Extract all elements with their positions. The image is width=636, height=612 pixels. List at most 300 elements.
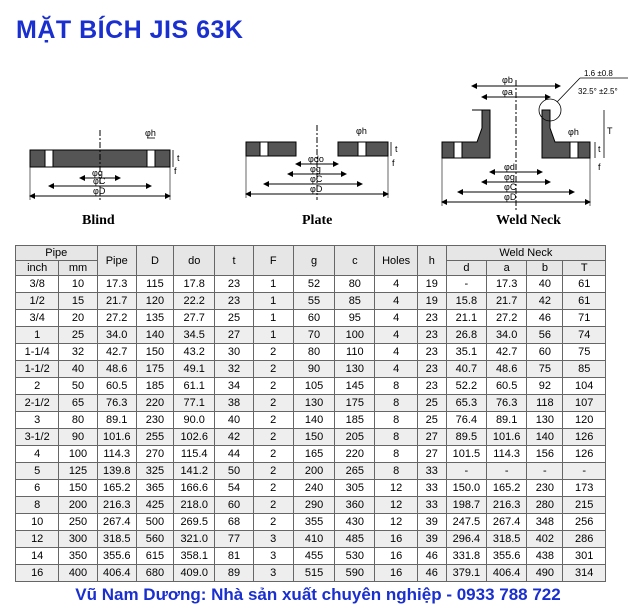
table-cell: 300 (59, 531, 97, 548)
table-cell: 230 (136, 412, 173, 429)
table-cell: 101.5 (446, 446, 486, 463)
weld-neck-caption: Weld Neck (496, 213, 561, 228)
table-row (16, 463, 606, 480)
table-cell: 301 (563, 548, 606, 565)
table-cell: 16 (375, 531, 417, 548)
table-cell: 60 (527, 344, 563, 361)
table-cell: 25 (417, 412, 446, 429)
header-T: T (563, 261, 606, 276)
table-cell: 4 (375, 361, 417, 378)
table-row (16, 429, 606, 446)
header-g: g (293, 246, 334, 276)
table-cell: 150.0 (446, 480, 486, 497)
table-cell: 305 (335, 480, 375, 497)
table-cell: 490 (527, 565, 563, 582)
header-pipe-group: Pipe (16, 246, 98, 261)
table-row (16, 395, 606, 412)
table-cell: 3/4 (16, 310, 59, 327)
table-cell: 105 (293, 378, 334, 395)
table-cell: 115.4 (174, 446, 215, 463)
table-cell: 32 (215, 361, 253, 378)
table-cell: 77.1 (174, 395, 215, 412)
table-cell: 215 (563, 497, 606, 514)
table-cell: 166.6 (174, 480, 215, 497)
table-cell: 318.5 (97, 531, 136, 548)
table-cell: 220 (335, 446, 375, 463)
table-cell: 16 (375, 548, 417, 565)
table-cell: 27.2 (487, 310, 527, 327)
table-cell: 2 (253, 344, 293, 361)
table-cell: 2 (253, 446, 293, 463)
header-pipe: Pipe (97, 246, 136, 276)
weld-label-angle: 32.5° ±2.5° (578, 87, 618, 96)
table-cell: 71 (563, 310, 606, 327)
table-cell: 296.4 (446, 531, 486, 548)
table-cell: 77 (215, 531, 253, 548)
table-cell: 355.6 (487, 548, 527, 565)
table-cell: 74 (563, 327, 606, 344)
table-cell: 107 (563, 395, 606, 412)
table-cell: 40 (59, 361, 97, 378)
table-cell: 23 (417, 361, 446, 378)
header-F: F (253, 246, 293, 276)
table-cell: 130 (527, 412, 563, 429)
table-cell: 406.4 (487, 565, 527, 582)
weld-neck-flange-drawing (432, 70, 632, 215)
table-cell: 15 (59, 293, 97, 310)
table-cell: 290 (293, 497, 334, 514)
table-cell: 49.1 (174, 361, 215, 378)
plate-label-h: φh (356, 126, 367, 136)
table-cell: 85 (335, 293, 375, 310)
table-cell: 247.5 (446, 514, 486, 531)
table-cell: 2 (253, 361, 293, 378)
plate-label-d: φD (310, 184, 323, 194)
table-cell: 85 (563, 361, 606, 378)
table-row (16, 276, 606, 293)
table-cell: 220 (136, 395, 173, 412)
table-cell: 318.5 (487, 531, 527, 548)
table-cell: 118 (527, 395, 563, 412)
table-cell: 250 (59, 514, 97, 531)
table-cell: 379.1 (446, 565, 486, 582)
table-cell: 89.1 (97, 412, 136, 429)
table-cell: 27.2 (97, 310, 136, 327)
blind-label-h: φh (145, 128, 156, 138)
table-cell: 89.1 (487, 412, 527, 429)
table-cell: 48.6 (487, 361, 527, 378)
table-cell: 5 (16, 463, 59, 480)
table-cell: 6 (16, 480, 59, 497)
table-cell: 40.7 (446, 361, 486, 378)
table-cell: 19 (417, 276, 446, 293)
table-cell: 4 (375, 310, 417, 327)
table-cell: 23 (417, 310, 446, 327)
header-d: d (446, 261, 486, 276)
table-cell: 325 (136, 463, 173, 480)
table-cell: 515 (293, 565, 334, 582)
blind-label-d: φD (93, 186, 106, 196)
table-row (16, 310, 606, 327)
table-cell: 23 (417, 327, 446, 344)
table-cell: 139.8 (97, 463, 136, 480)
table-cell: 216.3 (487, 497, 527, 514)
table-cell: 25 (59, 327, 97, 344)
table-cell: 114.3 (97, 446, 136, 463)
table-cell: 2 (16, 378, 59, 395)
plate-label-c: φC (310, 174, 323, 184)
table-cell: 34.0 (487, 327, 527, 344)
table-cell: 27 (417, 429, 446, 446)
table-cell: 185 (335, 412, 375, 429)
table-cell: 80 (293, 344, 334, 361)
table-cell: 2 (253, 514, 293, 531)
table-cell: 4 (16, 446, 59, 463)
table-cell: 141.2 (174, 463, 215, 480)
table-row (16, 531, 606, 548)
table-cell: 115 (136, 276, 173, 293)
table-cell: 265 (335, 463, 375, 480)
table-cell: 2 (253, 378, 293, 395)
table-cell: 25 (417, 395, 446, 412)
table-cell: 44 (215, 446, 253, 463)
table-cell: 75 (527, 361, 563, 378)
table-cell: 30 (215, 344, 253, 361)
table-cell: 40 (527, 276, 563, 293)
table-cell: 32 (59, 344, 97, 361)
weld-label-d: φd (504, 162, 515, 172)
table-cell: 321.0 (174, 531, 215, 548)
table-cell: 15.8 (446, 293, 486, 310)
table-cell: 156 (527, 446, 563, 463)
table-cell: 10 (16, 514, 59, 531)
plate-caption: Plate (302, 213, 333, 228)
table-cell: 216.3 (97, 497, 136, 514)
table-cell: 14 (16, 548, 59, 565)
table-cell: 27 (417, 446, 446, 463)
plate-label-do: φdo (308, 154, 324, 164)
weld-label-chamfer: 1.6 ±0.8 (584, 70, 613, 78)
table-cell: 4 (375, 344, 417, 361)
weld-label-h: φh (568, 127, 579, 137)
table-row (16, 327, 606, 344)
header-do: do (174, 246, 215, 276)
table-cell: 1 (253, 276, 293, 293)
table-cell: 46 (527, 310, 563, 327)
table-cell: 90 (59, 429, 97, 446)
table-cell: 4 (375, 293, 417, 310)
table-cell: 65 (59, 395, 97, 412)
table-cell: 126 (563, 429, 606, 446)
table-cell: 101.6 (97, 429, 136, 446)
table-cell: 125 (59, 463, 97, 480)
table-cell: 65.3 (446, 395, 486, 412)
table-row (16, 361, 606, 378)
table-cell: 52.2 (446, 378, 486, 395)
table-cell: 355 (293, 514, 334, 531)
table-cell: 185 (136, 378, 173, 395)
table-cell: 110 (335, 344, 375, 361)
table-cell: 270 (136, 446, 173, 463)
table-cell: 17.3 (97, 276, 136, 293)
table-cell: 438 (527, 548, 563, 565)
table-cell: 40 (215, 412, 253, 429)
table-cell: 100 (59, 446, 97, 463)
table-cell: 52 (293, 276, 334, 293)
weld-label-c: φC (504, 182, 517, 192)
table-cell: 95 (335, 310, 375, 327)
table-cell: 267.4 (97, 514, 136, 531)
table-cell: 120 (563, 412, 606, 429)
table-cell: 2 (253, 429, 293, 446)
table-cell: 590 (335, 565, 375, 582)
weld-label-t: t (598, 144, 601, 154)
blind-label-c: φC (93, 176, 106, 186)
weld-label-a: φa (502, 87, 513, 97)
table-cell: 3 (253, 565, 293, 582)
table-cell: 269.5 (174, 514, 215, 531)
table-cell: 54 (215, 480, 253, 497)
table-cell: - (527, 463, 563, 480)
table-cell: 355.6 (97, 548, 136, 565)
table-cell: 409.0 (174, 565, 215, 582)
table-cell: 3 (16, 412, 59, 429)
table-cell: 560 (136, 531, 173, 548)
table-cell: 8 (375, 412, 417, 429)
table-cell: 23 (215, 276, 253, 293)
table-cell: 23 (417, 378, 446, 395)
header-h: h (417, 246, 446, 276)
table-cell: 89.5 (446, 429, 486, 446)
table-cell: 2-1/2 (16, 395, 59, 412)
table-cell: 615 (136, 548, 173, 565)
table-cell: 256 (563, 514, 606, 531)
table-cell: 60.5 (487, 378, 527, 395)
table-cell: 145 (335, 378, 375, 395)
table-cell: 140 (527, 429, 563, 446)
table-cell: 280 (527, 497, 563, 514)
table-cell: 92 (527, 378, 563, 395)
table-cell: 350 (59, 548, 97, 565)
table-cell: 17.3 (487, 276, 527, 293)
table-cell: 165.2 (487, 480, 527, 497)
table-cell: 200 (59, 497, 97, 514)
table-cell: 42.7 (487, 344, 527, 361)
table-cell: 8 (375, 378, 417, 395)
table-cell: 42 (527, 293, 563, 310)
table-row (16, 565, 606, 582)
table-cell: 76.3 (487, 395, 527, 412)
table-cell: 43.2 (174, 344, 215, 361)
table-cell: 50 (215, 463, 253, 480)
table-cell: 60 (215, 497, 253, 514)
table-cell: 1 (253, 327, 293, 344)
table-cell: 114.3 (487, 446, 527, 463)
table-cell: 12 (16, 531, 59, 548)
table-cell: 140 (293, 412, 334, 429)
table-cell: 1 (253, 310, 293, 327)
table-cell: 3-1/2 (16, 429, 59, 446)
flange-spec-table (15, 245, 606, 582)
table-cell: 8 (16, 497, 59, 514)
header-weld-group: Weld Neck (446, 246, 605, 261)
table-cell: 102.6 (174, 429, 215, 446)
table-cell: 34 (215, 378, 253, 395)
table-cell: - (487, 463, 527, 480)
table-row (16, 548, 606, 565)
table-row (16, 446, 606, 463)
header-a: a (487, 261, 527, 276)
table-cell: 175 (136, 361, 173, 378)
table-cell: 3/8 (16, 276, 59, 293)
table-cell: 12 (375, 480, 417, 497)
table-cell: 140 (136, 327, 173, 344)
table-cell: 255 (136, 429, 173, 446)
table-cell: 2 (253, 497, 293, 514)
table-cell: 400 (59, 565, 97, 582)
table-cell: 530 (335, 548, 375, 565)
table-cell: 130 (335, 361, 375, 378)
table-cell: 12 (375, 514, 417, 531)
table-cell: 425 (136, 497, 173, 514)
table-cell: 46 (417, 565, 446, 582)
table-cell: 8 (375, 395, 417, 412)
table-cell: 1-1/2 (16, 361, 59, 378)
table-cell: 430 (335, 514, 375, 531)
plate-label-f: f (392, 158, 395, 168)
table-cell: 165 (293, 446, 334, 463)
table-cell: 16 (16, 565, 59, 582)
table-cell: 3 (253, 548, 293, 565)
table-cell: 61.1 (174, 378, 215, 395)
table-cell: 39 (417, 531, 446, 548)
weld-label-dd: φD (504, 192, 517, 202)
header-D: D (136, 246, 173, 276)
weld-label-g: φg (504, 172, 515, 182)
table-row (16, 293, 606, 310)
table-cell: 34.5 (174, 327, 215, 344)
table-cell: 21.7 (97, 293, 136, 310)
table-cell: 34.0 (97, 327, 136, 344)
table-cell: 90.0 (174, 412, 215, 429)
table-cell: 358.1 (174, 548, 215, 565)
table-cell: 286 (563, 531, 606, 548)
table-cell: 165.2 (97, 480, 136, 497)
table-cell: 75 (563, 344, 606, 361)
table-cell: 27.7 (174, 310, 215, 327)
table-row (16, 412, 606, 429)
table-cell: 135 (136, 310, 173, 327)
table-cell: 455 (293, 548, 334, 565)
page-title: MẶT BÍCH JIS 63K (16, 16, 244, 44)
weld-label-T: T (607, 126, 613, 136)
table-cell: 55 (293, 293, 334, 310)
table-cell: 23 (417, 344, 446, 361)
table-cell: 150 (59, 480, 97, 497)
table-cell: 218.0 (174, 497, 215, 514)
header-c: c (335, 246, 375, 276)
table-cell: 1/2 (16, 293, 59, 310)
table-cell: 76.4 (446, 412, 486, 429)
table-cell: 100 (335, 327, 375, 344)
table-cell: 230 (527, 480, 563, 497)
table-cell: 26.8 (446, 327, 486, 344)
table-row (16, 344, 606, 361)
table-cell: 150 (293, 429, 334, 446)
table-cell: 365 (136, 480, 173, 497)
header-holes: Holes (375, 246, 417, 276)
table-cell: 120 (136, 293, 173, 310)
table-cell: 89 (215, 565, 253, 582)
header-inch: inch (16, 261, 59, 276)
table-cell: 406.4 (97, 565, 136, 582)
table-cell: 17.8 (174, 276, 215, 293)
table-cell: 90 (293, 361, 334, 378)
table-cell: 4 (375, 276, 417, 293)
table-cell: 2 (253, 395, 293, 412)
table-cell: 50 (59, 378, 97, 395)
table-cell: 22.2 (174, 293, 215, 310)
table-row (16, 497, 606, 514)
table-cell: 101.6 (487, 429, 527, 446)
table-cell: 8 (375, 429, 417, 446)
plate-label-g: φg (310, 164, 321, 174)
table-cell: 39 (417, 514, 446, 531)
table-cell: 1 (253, 293, 293, 310)
table-cell: 267.4 (487, 514, 527, 531)
table-cell: 130 (293, 395, 334, 412)
table-cell: 8 (375, 446, 417, 463)
table-cell: 56 (527, 327, 563, 344)
table-cell: 33 (417, 463, 446, 480)
table-cell: 680 (136, 565, 173, 582)
table-cell: 198.7 (446, 497, 486, 514)
plate-label-t: t (395, 144, 398, 154)
table-cell: 42.7 (97, 344, 136, 361)
table-cell: 10 (59, 276, 97, 293)
table-row (16, 514, 606, 531)
table-row (16, 480, 606, 497)
table-cell: 60.5 (97, 378, 136, 395)
table-cell: 12 (375, 497, 417, 514)
table-cell: 35.1 (446, 344, 486, 361)
table-cell: 48.6 (97, 361, 136, 378)
table-cell: 61 (563, 293, 606, 310)
table-cell: 8 (375, 463, 417, 480)
blind-flange-drawing (20, 70, 195, 210)
table-cell: 348 (527, 514, 563, 531)
table-cell: 1-1/4 (16, 344, 59, 361)
table-cell: 33 (417, 497, 446, 514)
table-cell: - (563, 463, 606, 480)
table-cell: 4 (375, 327, 417, 344)
table-cell: 23 (215, 293, 253, 310)
table-cell: 410 (293, 531, 334, 548)
header-mm: mm (59, 261, 97, 276)
table-cell: 2 (253, 463, 293, 480)
blind-caption: Blind (82, 213, 115, 228)
table-cell: 16 (375, 565, 417, 582)
footer-contact: Vũ Nam Dương: Nhà sản xuất chuyên nghiệp - 0933 788 722 (75, 585, 561, 604)
table-cell: 19 (417, 293, 446, 310)
table-cell: 402 (527, 531, 563, 548)
table-cell: 60 (293, 310, 334, 327)
table-cell: 173 (563, 480, 606, 497)
blind-label-f: f (174, 166, 177, 176)
weld-label-f: f (598, 162, 601, 172)
table-cell: 68 (215, 514, 253, 531)
table-cell: - (446, 463, 486, 480)
